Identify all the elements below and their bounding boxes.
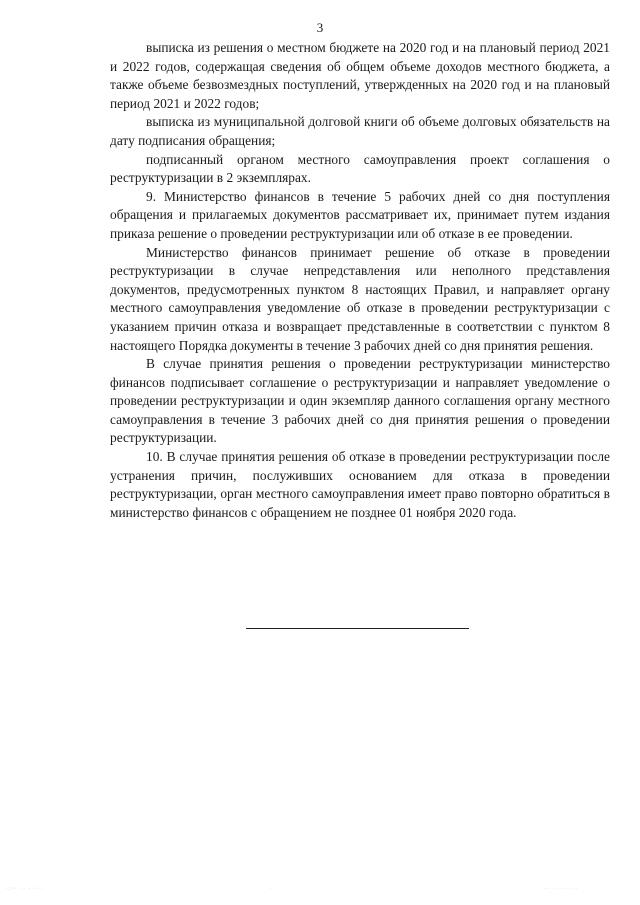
document-body: [110, 39, 610, 522]
end-of-text-rule: [246, 628, 469, 629]
paragraph-budget-extract: выписка из решения о местном бюджете на 2020 год и на плановый период 2021 и 2022 годов, содержащая сведения об общем объеме доходов местного бюджета, а также объеме безвозмездных поступлений, утвержденных на 2020 год и на плановый период 2021 и 2022 годов;: [110, 40, 610, 111]
paragraph-approval-decision: В случае принятия решения о проведении реструктуризации министерство финансов подписывает соглашение о реструктуризации и направляет уведомление о проведении реструктуризации и один экземпляр данного соглашения органу местного самоуправления в течение 3 рабочих дней со дня принятия решения о проведении реструктуризации.: [110, 356, 610, 446]
paragraph-clause-9: 9. Министерство финансов в течение 5 рабочих дней со дня поступления обращения и прилагаемых документов рассматривает их, принимает путем издания приказа решение о проведении реструктуризации или об отказе в ее проведении.: [110, 188, 610, 241]
paragraph-refusal-decision: Министерство финансов принимает решение об отказе в проведении реструктуризации в случае непредставления или неполного представления документов, предусмотренных пунктом 8 настоящих Правил, и направляет органу местного самоуправления уведомление об отказе в проведении реструктуризации с указанием причин отказа и возвращает представленные в соответствии с пунктом 8 настоящего Порядка документы в течение 3 рабочих дней со дня принятия решения.: [110, 244, 610, 353]
scan-artifact-center: ·: [270, 886, 273, 892]
scan-artifact-left: ·:·· ·· ·····: [6, 886, 44, 892]
scan-artifact-right: ·· ·· ·· ···: [544, 886, 579, 892]
paragraph-draft-agreement: подписанный органом местного самоуправления проект соглашения о реструктуризации в 2 экземплярах.: [110, 151, 610, 186]
page-number: 3: [316, 20, 324, 35]
paragraph-debt-book-extract: выписка из муниципальной долговой книги об объеме долговых обязательств на дату подписания обращения;: [110, 114, 610, 148]
paragraph-clause-10: 10. В случае принятия решения об отказе в проведении реструктуризации после устранения причин, послуживших основанием для отказа в проведении реструктуризации, орган местного самоуправления имеет право повторно обратиться в министерство финансов с обращением не позднее 01 ноября 2020 года.: [110, 449, 610, 520]
